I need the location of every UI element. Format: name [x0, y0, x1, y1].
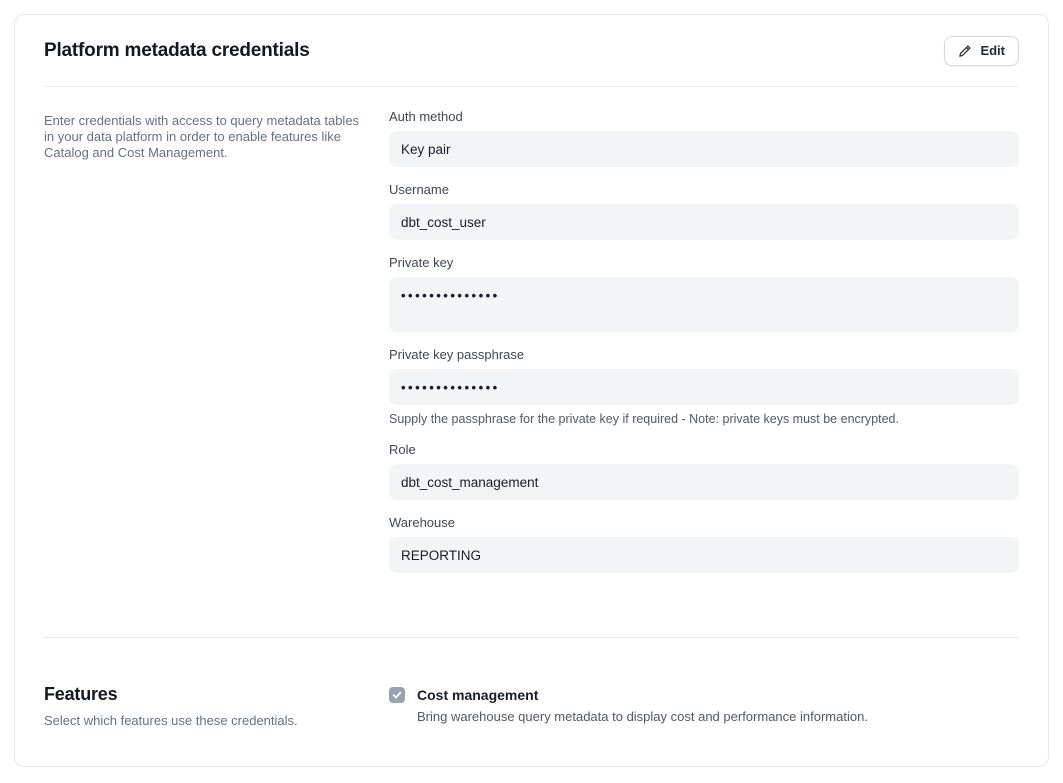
platform-metadata-credentials-card — [14, 14, 1049, 767]
edit-button[interactable] — [944, 36, 1019, 66]
private-key-input[interactable] — [389, 277, 1019, 332]
field-warehouse — [389, 515, 1019, 573]
pencil-icon — [958, 44, 972, 58]
credentials-form — [389, 109, 1019, 588]
warehouse-input[interactable] — [389, 537, 1019, 573]
warehouse-label: Warehouse — [389, 515, 455, 530]
credentials-section — [44, 87, 1019, 588]
role-label: Role — [389, 442, 416, 457]
field-private-key-passphrase — [389, 347, 1019, 427]
card-header — [44, 15, 1019, 87]
feature-cost-management — [389, 684, 1019, 725]
auth-method-value: Key pair — [401, 141, 451, 157]
cost-management-description: Bring warehouse query metadata to display cost and performance information. — [417, 709, 868, 724]
field-username — [389, 182, 1019, 240]
private-key-passphrase-input[interactable] — [389, 369, 1019, 405]
auth-method-label: Auth method — [389, 109, 463, 124]
features-title: Features — [44, 684, 118, 704]
role-input[interactable] — [389, 464, 1019, 500]
features-list — [389, 684, 1019, 728]
field-private-key — [389, 255, 1019, 332]
features-description: Select which features use these credentials. — [44, 713, 298, 728]
username-input[interactable] — [389, 204, 1019, 240]
page-title: Platform metadata credentials — [44, 39, 310, 61]
warehouse-value: REPORTING — [401, 547, 482, 563]
username-label: Username — [389, 182, 449, 197]
private-key-passphrase-label: Private key passphrase — [389, 347, 525, 362]
role-value: dbt_cost_management — [401, 474, 539, 490]
features-section — [44, 638, 1019, 728]
checkmark-icon — [392, 690, 402, 700]
private-key-passphrase-helper: Supply the passphrase for the private key if required - Note: private keys must be encrypted. — [389, 412, 899, 426]
field-auth-method — [389, 109, 1019, 167]
field-role — [389, 442, 1019, 500]
username-value: dbt_cost_user — [401, 214, 486, 230]
cost-management-label: Cost management — [417, 687, 539, 703]
private-key-passphrase-masked-value: •••••••••••••• — [401, 379, 500, 395]
feature-texts — [417, 686, 868, 725]
cost-management-checkbox[interactable] — [389, 687, 405, 703]
private-key-label: Private key — [389, 255, 454, 270]
features-intro — [44, 684, 374, 728]
edit-button-label: Edit — [980, 43, 1005, 58]
credentials-description: Enter credentials with access to query metadata tables in your data platform in order to enable features like Catalog and Cost Management. — [44, 113, 360, 160]
auth-method-input[interactable] — [389, 131, 1019, 167]
private-key-masked-value: •••••••••••••• — [401, 288, 500, 303]
